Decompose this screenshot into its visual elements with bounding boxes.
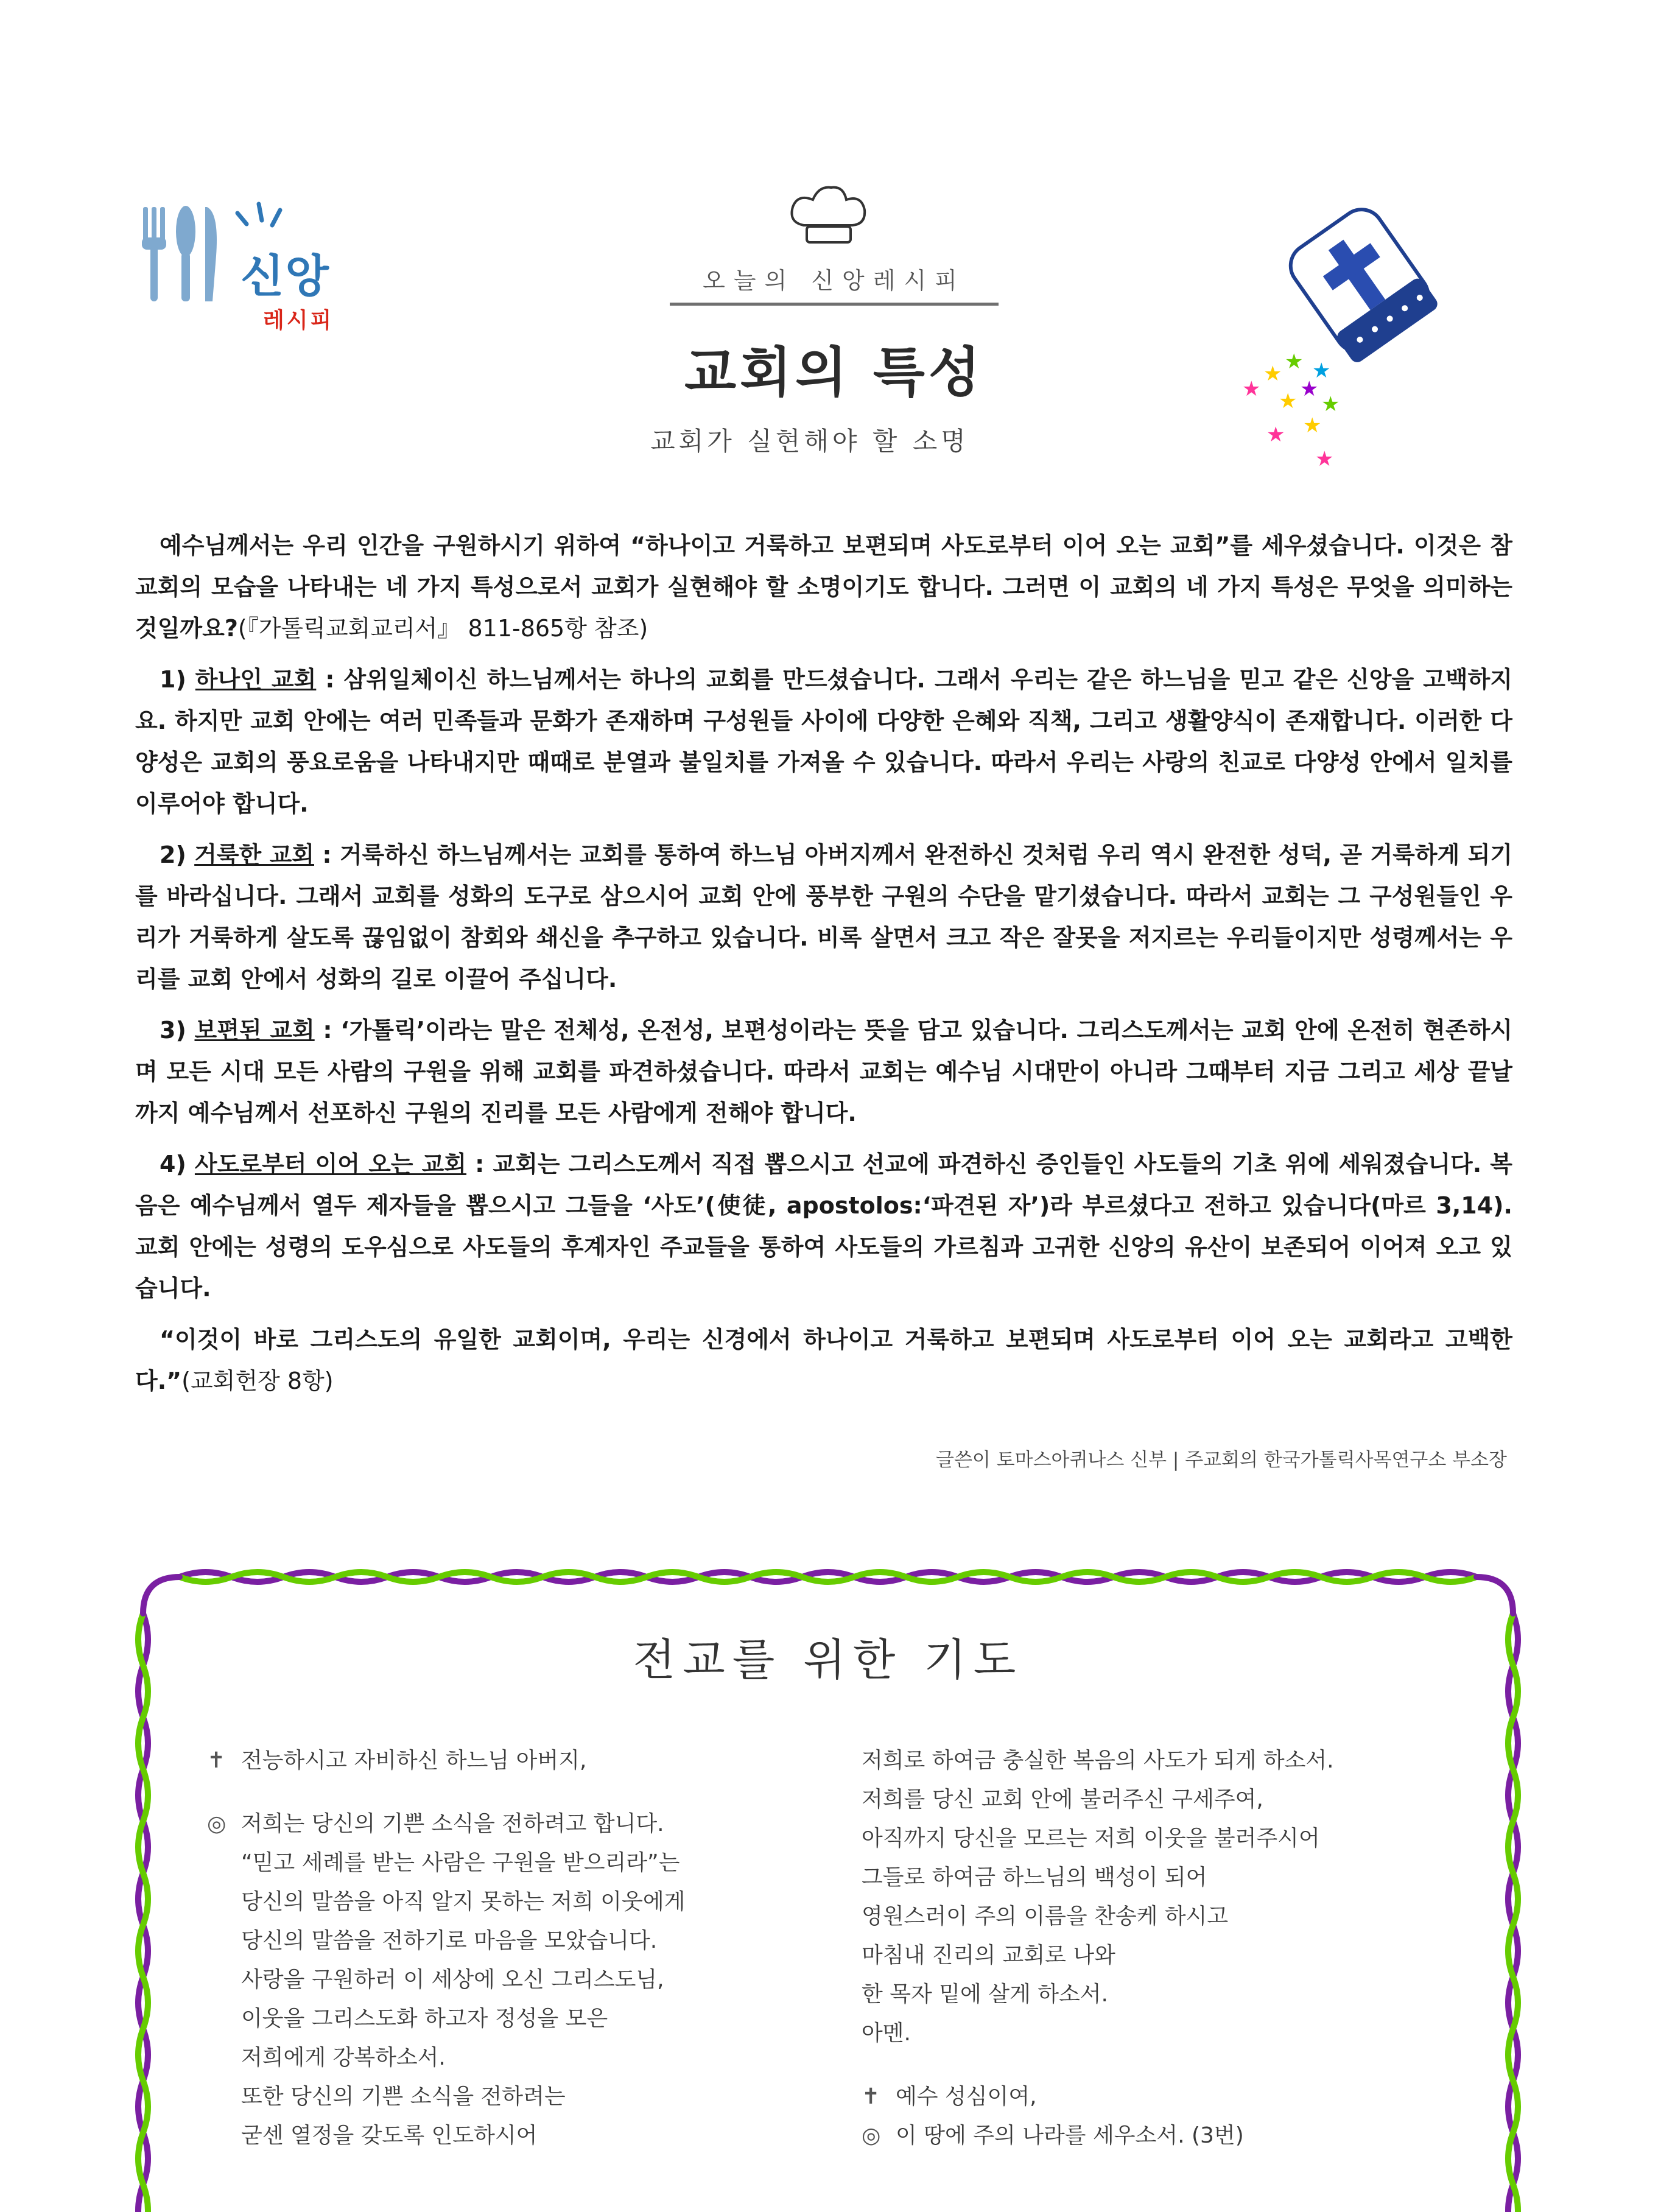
logo-subtitle: 레시피 <box>263 308 334 333</box>
prayer-line <box>862 1819 1495 1858</box>
section-term: 거룩한 교회 <box>194 841 314 868</box>
response-mark-icon <box>207 1961 241 2000</box>
svg-text:★: ★ <box>1266 423 1285 447</box>
response-mark-icon <box>207 1844 241 1883</box>
response-mark-icon <box>207 1922 241 1961</box>
response-mark-icon <box>207 2000 241 2038</box>
page-subtitle: 교회가 실현해야 할 소명 <box>650 426 969 456</box>
prayer-line <box>862 2116 1495 2155</box>
prayer-line <box>862 1858 1495 1897</box>
header-divider <box>670 303 999 306</box>
svg-text:★: ★ <box>1263 362 1282 386</box>
svg-text:★: ★ <box>1312 359 1331 383</box>
section-term: 하나인 교회 <box>195 666 317 693</box>
svg-text:★: ★ <box>1279 389 1298 413</box>
prayer-line <box>207 1844 852 1883</box>
prayer-line <box>207 1883 852 1922</box>
prayer-title: 전교를 위한 기도 <box>633 1634 1024 1685</box>
prayer-line-text: 당신의 말씀을 전하기로 마음을 모았습니다. <box>241 1928 658 1953</box>
prayer-line <box>207 2038 852 2077</box>
prayer-line-text: 영원스러이 주의 이름을 찬송케 하시고 <box>862 1904 1229 1929</box>
quote-reference: (교회헌장 8항) <box>181 1368 334 1394</box>
salt-shaker-cross-icon <box>1224 195 1486 475</box>
prayer-line-text: 굳센 열정을 갖도록 인도하시어 <box>241 2123 538 2148</box>
prayer-line-text: 저희에게 강복하소서. <box>241 2045 446 2070</box>
chef-hat-icon <box>785 183 871 250</box>
prayer-line-text: 이웃을 그리스도화 하고자 정성을 모은 <box>241 2006 608 2031</box>
author-credit: 글쓴이 토마스아퀴나스 신부 | 주교회의 한국가톨릭사목연구소 부소장 <box>936 1449 1507 1471</box>
quote-paragraph: “이것이 바로 그리스도의 유일한 교회이며, 우리는 신경에서 하나이고 거룩하고 보편되며 사도로부터 이어 오는 교회라고 고백한다.”(교회헌장 8항) <box>135 1326 1512 1394</box>
response-mark-icon: ◎ <box>207 1811 226 1836</box>
prayer-line <box>862 1897 1495 1936</box>
response-mark-icon <box>207 1883 241 1922</box>
prayer-line <box>862 1936 1495 1975</box>
logo-title: 신앙 <box>241 250 330 303</box>
intro-reference: (『가톨릭교회교리서』 811-865항 참조) <box>237 615 648 642</box>
prayer-line <box>862 1975 1495 2014</box>
prayer-spacer <box>207 1780 852 1805</box>
prayer-line-text: 저희로 하여금 충실한 복음의 사도가 되게 하소서. <box>862 1748 1334 1773</box>
prayer-line-text: 또한 당신의 기쁜 소식을 전하려는 <box>241 2084 566 2109</box>
prayer-line <box>207 2000 852 2038</box>
svg-text:★: ★ <box>1303 413 1322 438</box>
svg-text:★: ★ <box>1285 349 1304 374</box>
prayer-line <box>207 2077 852 2116</box>
section-paragraph: 4) 사도로부터 이어 오는 교회 : 교회는 그리스도께서 직접 뽑으시고 선교에 파견하신 증인들인 사도들의 기초 위에 세워졌습니다. 복음은 예수님께서 열두 제자들을 뽑으시고 그들을 ‘사도’(使徒, apostolos:‘파견된 자’)라 부르셨다고 전하고 있습니다(마르 3,14). 교회 안에는 성령의 도우심으로 사도들의 후계자인 주교들을 통하여 사도들의 가르침과 고귀한 신앙의 유산이 보존되어 이어져 오고 있습니다. <box>135 1151 1512 1302</box>
svg-text:★: ★ <box>1242 377 1261 401</box>
section-paragraph: 2) 거룩한 교회 : 거룩하신 하느님께서는 교회를 통하여 하느님 아버지께서 완전하신 것처럼 우리 역시 완전한 성덕, 곧 거룩하게 되기를 바라십니다. 그래서 교회를 성화의 도구로 삼으시어 교회 안에 풍부한 구원의 수단을 맡기셨습니다. 따라서 교회는 그 구성원들인 우리가 거룩하게 살도록 끊임없이 참회와 쇄신을 추구하고 있습니다. 비록 살면서 크고 작은 잘못을 저지르는 우리들이지만 성령께서는 우리를 교회 안에서 성화의 길로 이끌어 주십니다. <box>135 841 1512 992</box>
prayer-line-text: 아직까지 당신을 모르는 저희 이웃을 불러주시어 <box>862 1826 1320 1851</box>
series-name: 오늘의 신앙레시피 <box>703 267 966 294</box>
prayer-line-text: 아멘. <box>862 2021 911 2046</box>
cross-mark-icon: ✝ <box>862 2084 880 2109</box>
response-mark-icon <box>207 2077 241 2116</box>
wave-corner <box>143 1577 180 1613</box>
article-body <box>135 525 1512 1411</box>
prayer-left-column <box>207 1741 852 2155</box>
prayer-line <box>207 1922 852 1961</box>
prayer-line-text: 이 땅에 주의 나라를 세우소서. (3번) <box>896 2123 1244 2148</box>
prayer-line-text: 한 목자 밑에 살게 하소서. <box>862 1982 1108 2007</box>
prayer-line-text: 예수 성심이여, <box>896 2084 1037 2109</box>
prayer-line-text: 마침내 진리의 교회로 나와 <box>862 1943 1115 1968</box>
section-paragraph: 1) 하나인 교회 : 삼위일체이신 하느님께서는 하나의 교회를 만드셨습니다. 그래서 우리는 같은 하느님을 믿고 같은 신앙을 고백하지요. 하지만 교회 안에는 여러 민족들과 문화가 존재하며 구성원들 사이에 다양한 은혜와 직책, 그리고 생활양식이 존재합니다. 이러한 다양성은 교회의 풍요로움을 나타내지만 때때로 분열과 불일치를 가져올 수 있습니다. 따라서 우리는 사랑의 친교로 다양성 안에서 일치를 이루어야 합니다. <box>135 666 1512 817</box>
prayer-line-text: 저희는 당신의 기쁜 소식을 전하려고 합니다. <box>241 1811 664 1836</box>
prayer-line <box>207 1805 852 1844</box>
page-title: 교회의 특성 <box>684 341 984 404</box>
svg-text:★: ★ <box>1321 392 1340 416</box>
star-icon <box>1242 349 1340 471</box>
svg-text:★: ★ <box>1300 377 1319 401</box>
prayer-line <box>207 1741 852 1780</box>
prayer-line-text: 전능하시고 자비하신 하느님 아버지, <box>241 1748 587 1773</box>
wave-corner <box>1477 1577 1513 1613</box>
prayer-line <box>862 1741 1495 1780</box>
prayer-line-text: 당신의 말씀을 아직 알지 못하는 저희 이웃에게 <box>241 1889 686 1914</box>
svg-text:★: ★ <box>1315 447 1334 471</box>
prayer-line-text: “믿고 세례를 받는 사람은 구원을 받으리라”는 <box>241 1850 680 1875</box>
intro-paragraph: 예수님께서는 우리 인간을 구원하시기 위하여 “하나이고 거룩하고 보편되며 사도로부터 이어 오는 교회”를 세우셨습니다. 이것은 참교회의 모습을 나타내는 네 가지 특성으로서 교회가 실현해야 할 소명이기도 합니다. 그러면 이 교회의 네 가지 특성은 무엇을 의미하는 것일까요?(『가톨릭교회교리서』 811-865항 참조) <box>135 532 1512 642</box>
prayer-line <box>862 2077 1495 2116</box>
section-term: 사도로부터 이어 오는 교회 <box>194 1151 467 1178</box>
prayer-line <box>207 1961 852 2000</box>
cross-mark-icon: ✝ <box>207 1748 226 1773</box>
section-term: 보편된 교회 <box>194 1017 315 1044</box>
fork-knife-icon <box>142 206 217 301</box>
response-mark-icon <box>207 2116 241 2155</box>
prayer-line <box>862 2014 1495 2053</box>
response-mark-icon: ◎ <box>862 2123 881 2148</box>
prayer-line <box>207 2116 852 2155</box>
prayer-line-text: 저희를 당신 교회 안에 불러주신 구세주여, <box>862 1787 1263 1812</box>
prayer-right-column <box>862 1741 1495 2155</box>
section-paragraph: 3) 보편된 교회 : ‘가톨릭’이라는 말은 전체성, 온전성, 보편성이라는 뜻을 담고 있습니다. 그리스도께서는 교회 안에 온전히 현존하시며 모든 시대 모든 사람의 구원을 위해 교회를 파견하셨습니다. 따라서 교회는 예수님 시대만이 아니라 그때부터 지금 그리고 세상 끝날까지 예수님께서 선포하신 구원의 진리를 모든 사람에게 전해야 합니다. <box>135 1017 1512 1126</box>
prayer-line-text: 사랑을 구원하러 이 세상에 오신 그리스도님, <box>241 1967 664 1992</box>
response-mark-icon <box>207 2038 241 2077</box>
prayer-line <box>862 1780 1495 1819</box>
prayer-spacer <box>862 2053 1495 2077</box>
prayer-line-text: 그들로 하여금 하느님의 백성이 되어 <box>862 1865 1207 1890</box>
